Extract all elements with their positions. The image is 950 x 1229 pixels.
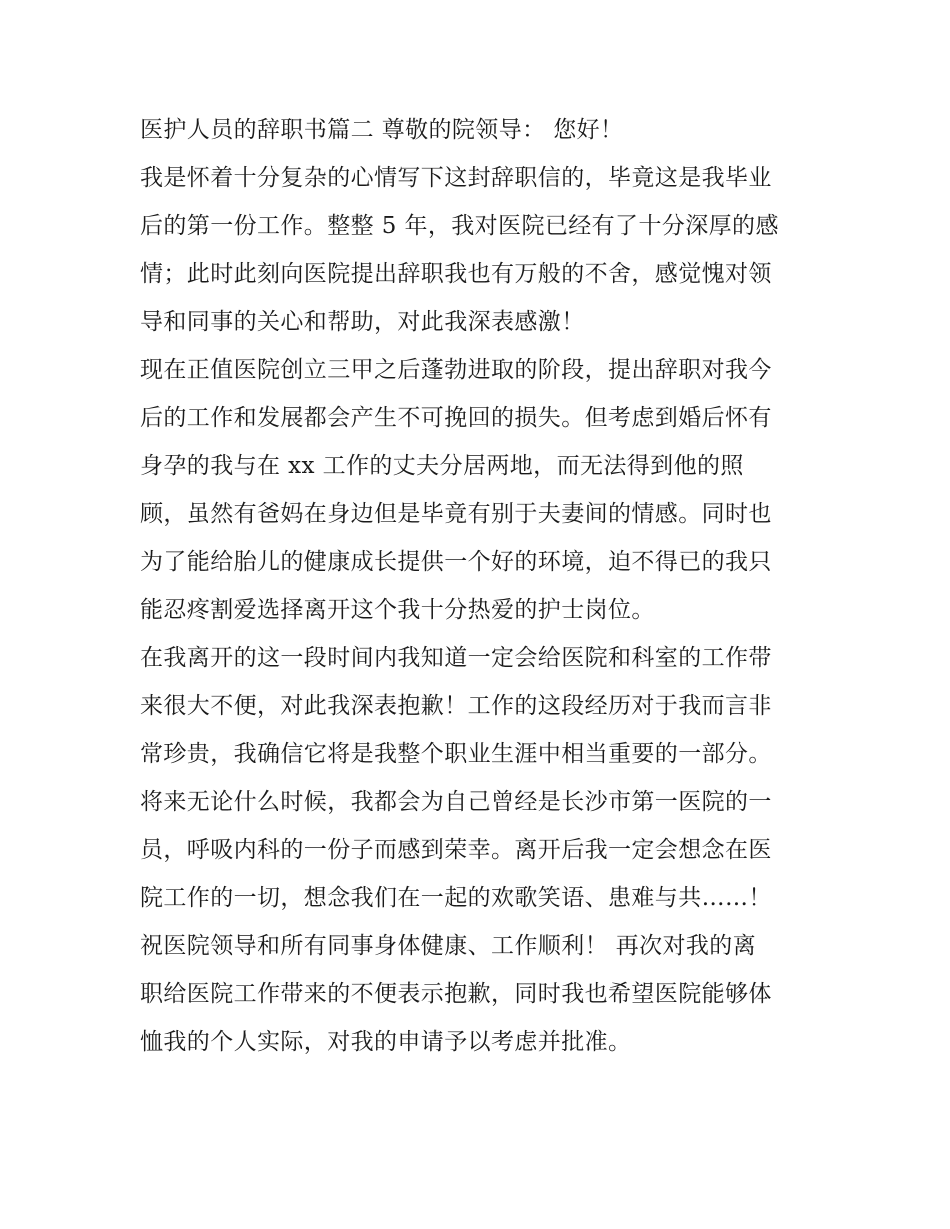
letter-body — [140, 106, 820, 1066]
text-line: 后的第一份工作。整整 5 年，我对医院已经有了十分深厚的感 — [140, 213, 779, 239]
text-line: 来很大不便，对此我深表抱歉！工作的这段经历对于我而言非 — [140, 693, 772, 719]
text-line: 后的工作和发展都会产生不可挽回的损失。但考虑到婚后怀有 — [140, 405, 772, 431]
text-line: 在我离开的这一段时间内我知道一定会给医院和科室的工作带 — [140, 645, 772, 671]
text-line: 员，呼吸内科的一份子而感到荣幸。离开后我一定会想念在医 — [140, 837, 772, 863]
text-line: 顾，虽然有爸妈在身边但是毕竟有别于夫妻间的情感。同时也 — [140, 501, 772, 527]
text-line: 职给医院工作带来的不便表示抱歉，同时我也希望医院能够体 — [140, 981, 772, 1007]
text-line: 常珍贵，我确信它将是我整个职业生涯中相当重要的一部分。 — [140, 741, 772, 767]
text-line: 院工作的一切，想念我们在一起的欢歌笑语、患难与共……！ — [140, 885, 772, 911]
text-line: 我是怀着十分复杂的心情写下这封辞职信的，毕竟这是我毕业 — [140, 165, 772, 191]
text-line: 情；此时此刻向医院提出辞职我也有万般的不舍，感觉愧对领 — [140, 261, 772, 287]
text-line: 恤我的个人实际，对我的申请予以考虑并批准。 — [140, 1029, 632, 1055]
text-line: 祝医院领导和所有同事身体健康、工作顺利！ 再次对我的离 — [140, 933, 757, 959]
text-line: 能忍疼割爱选择离开这个我十分热爱的护士岗位。 — [140, 597, 655, 623]
text-line: 医护人员的辞职书篇二 尊敬的院领导： 您好！ — [140, 117, 624, 143]
text-line: 将来无论什么时候，我都会为自己曾经是长沙市第一医院的一 — [140, 789, 772, 815]
text-line: 导和同事的关心和帮助，对此我深表感激！ — [140, 309, 585, 335]
text-line: 现在正值医院创立三甲之后蓬勃进取的阶段，提出辞职对我今 — [140, 357, 772, 383]
text-line: 身孕的我与在 xx 工作的丈夫分居两地，而无法得到他的照 — [140, 453, 744, 479]
text-line: 为了能给胎儿的健康成长提供一个好的环境，迫不得已的我只 — [140, 549, 772, 575]
